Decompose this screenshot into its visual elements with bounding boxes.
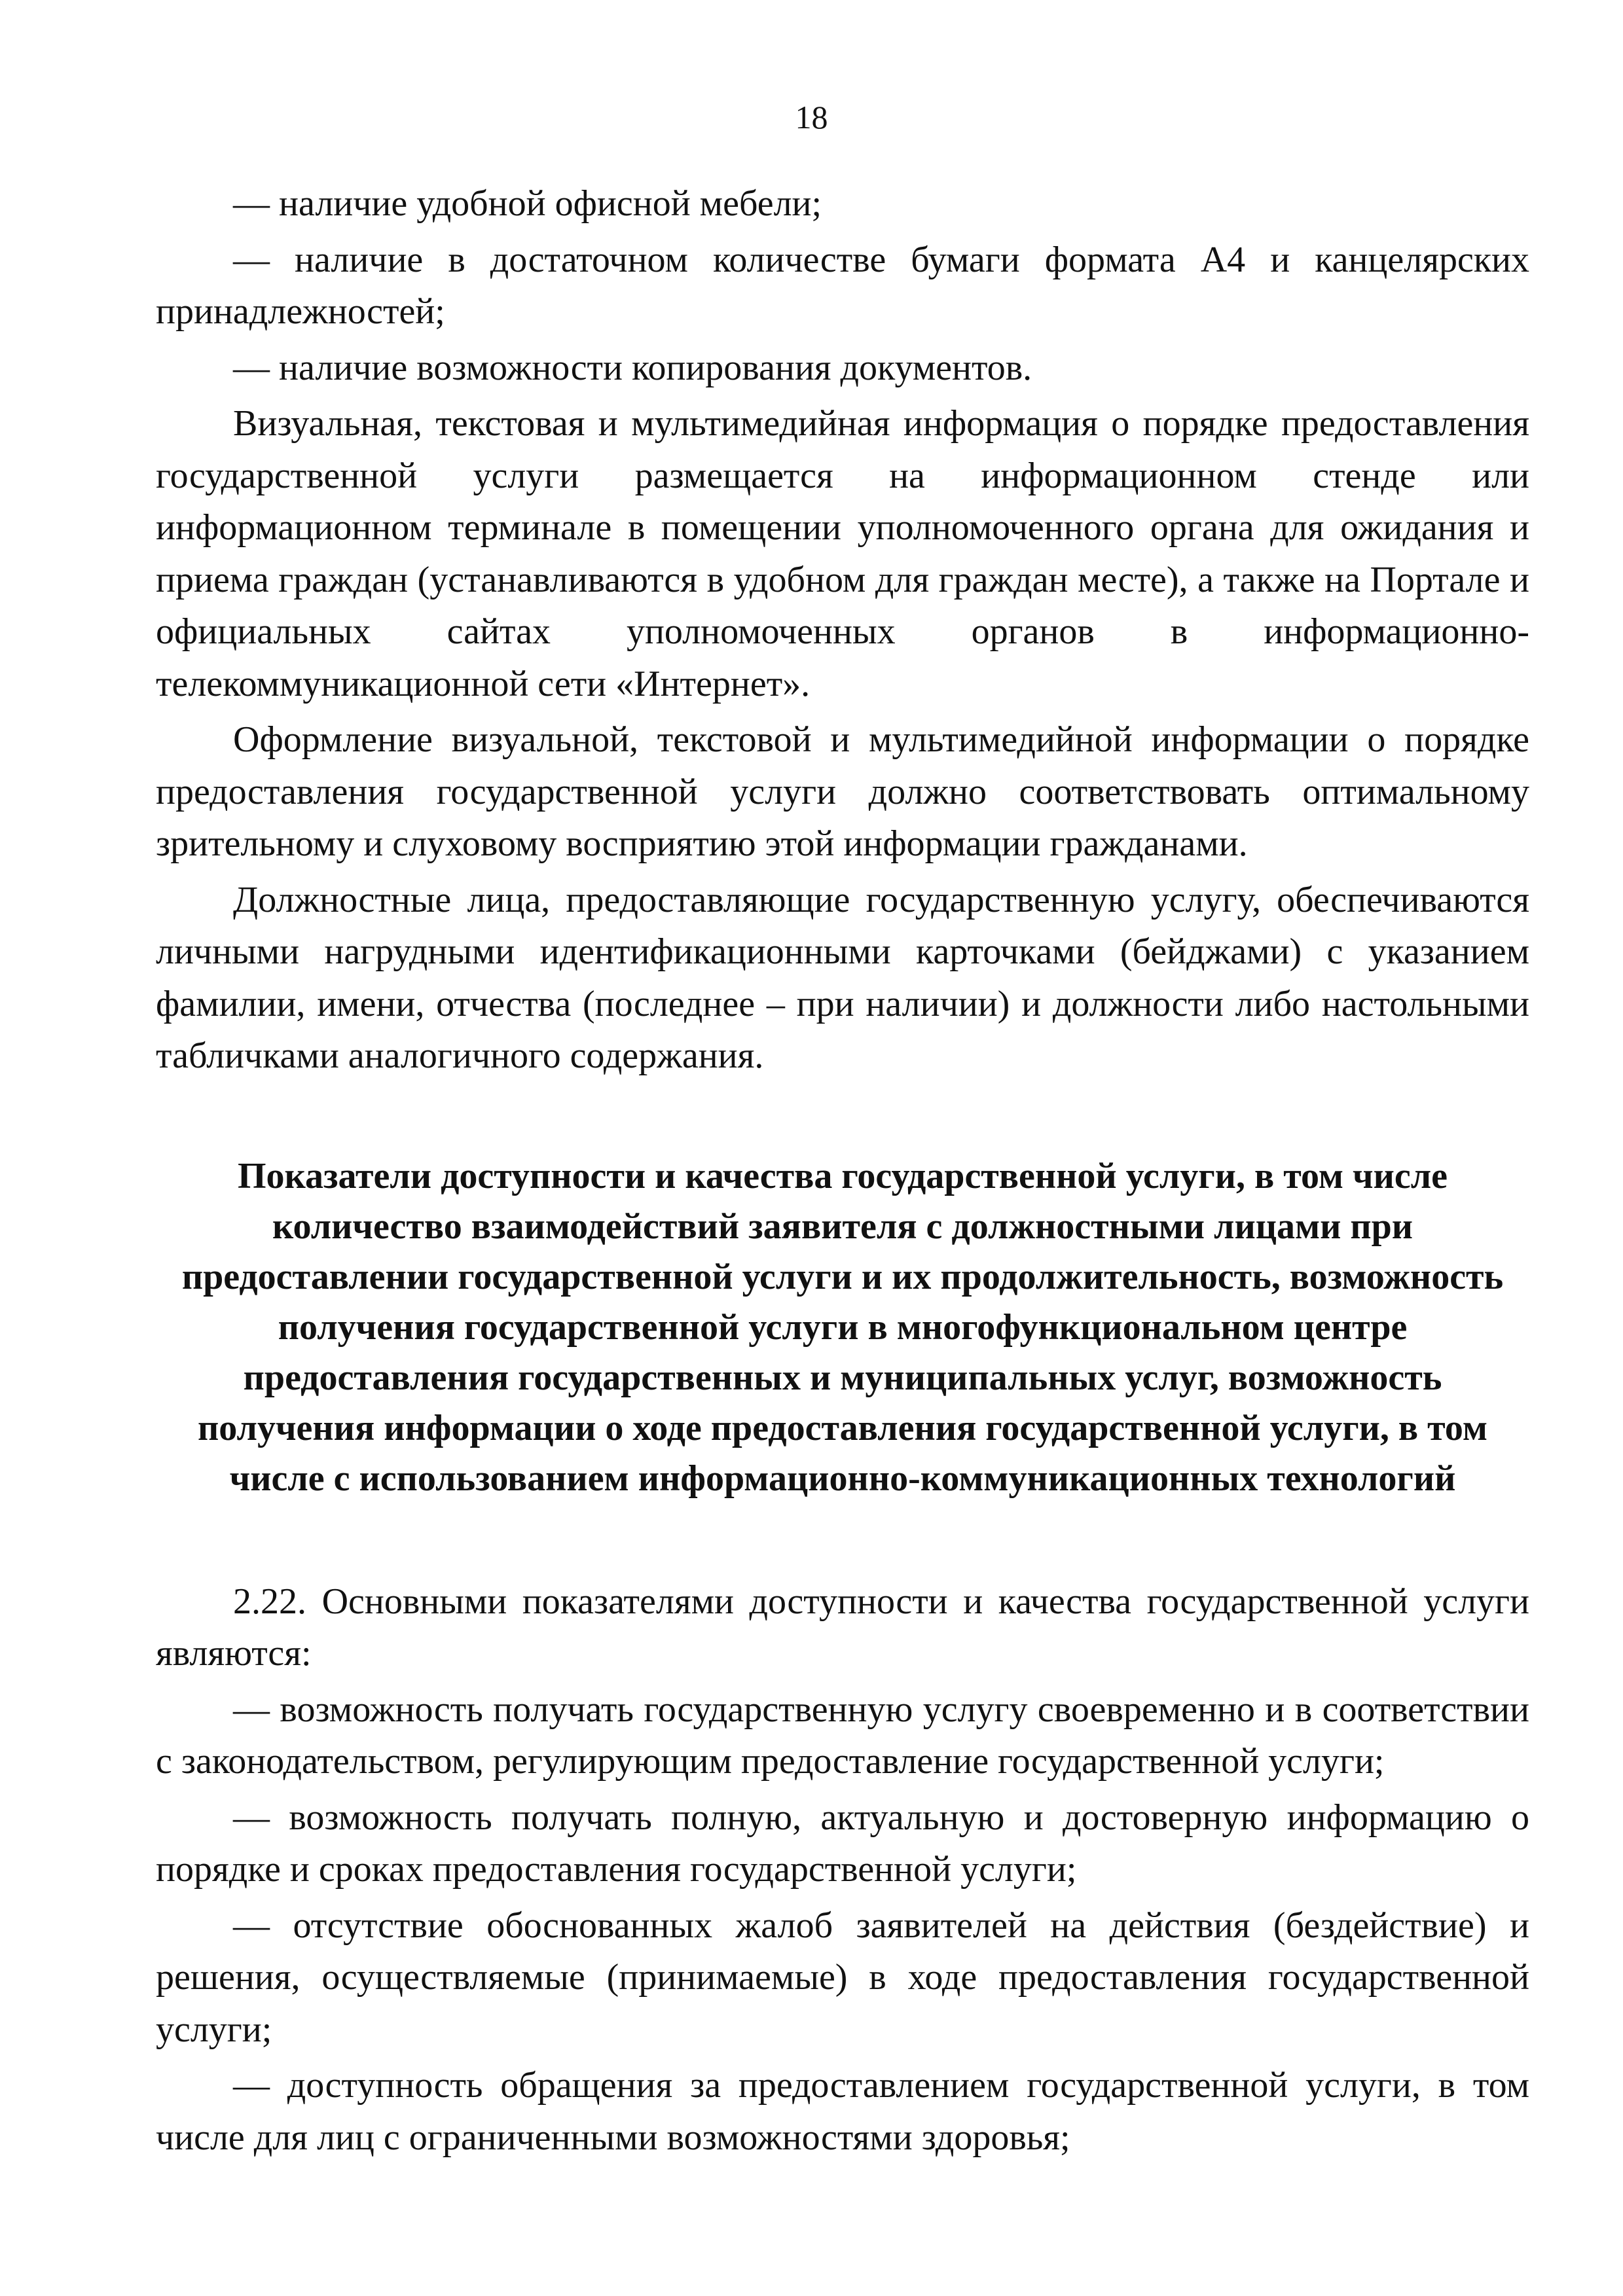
page-number: 18 <box>795 99 828 135</box>
list-item: — доступность обращения за предоставлением государственной услуги, в том числе для лиц с ограниченными возможностями здоровья; <box>156 2065 1529 2158</box>
list-item: — возможность получать полную, актуальную и достоверную информацию о порядке и сроках предоставления государственной услуги; <box>156 1797 1529 1890</box>
list-item: — наличие удобной офисной мебели; <box>233 183 822 224</box>
list-item: — наличие возможности копирования документов. <box>233 347 1032 388</box>
list-item: — отсутствие обоснованных жалоб заявителей на действия (бездействие) и решения, осуществляемые (принимаемые) в ходе предоставления государственной услуги; <box>156 1905 1529 2050</box>
list-item: — наличие в достаточном количестве бумаги формата А4 и канцелярских принадлежностей; <box>156 239 1529 332</box>
section-intro: 2.22. Основными показателями доступности и качества государственной услуги являются: <box>156 1581 1529 1674</box>
section-heading: Показатели доступности и качества государственной услуги, в том числе количество взаимодействий заявителя с должностными лицами при предоставлении государственной услуги и их продолжительность, возможность получения государственной услуги в многофункциональном центре предоставления государственных и муниципальных услуг, возможность получения информации о ходе предоставления государственной услуги, в том числе с использованием информационно-коммуникационных технологий <box>181 1155 1504 1499</box>
paragraph: Оформление визуальной, текстовой и мультимедийной информации о порядке предоставления государственной услуги должно соответствовать оптимальному зрительному и слуховому восприятию этой информации гражданами. <box>156 719 1529 864</box>
paragraph: Визуальная, текстовая и мультимедийная информация о порядке предоставления государственной услуги размещается на информационном стенде или информационном терминале в помещении уполномоченного органа для ожидания и приема граждан (устанавливаются в удобном для граждан месте), а также на Портале и официальных сайтах уполномоченных органов в информационно-телекоммуникационной сети «Интернет». <box>156 403 1529 704</box>
document-body <box>156 178 1529 2164</box>
list-item: — возможность получать государственную услугу своевременно и в соответствии с законодательством, регулирующим предоставление государственной услуги; <box>156 1689 1529 1782</box>
paragraph: Должностные лица, предоставляющие государственную услугу, обеспечиваются личными нагрудными идентификационными карточками (бейджами) с указанием фамилии, имени, отчества (последнее – при наличии) и должности либо настольными табличками аналогичного содержания. <box>156 879 1529 1076</box>
